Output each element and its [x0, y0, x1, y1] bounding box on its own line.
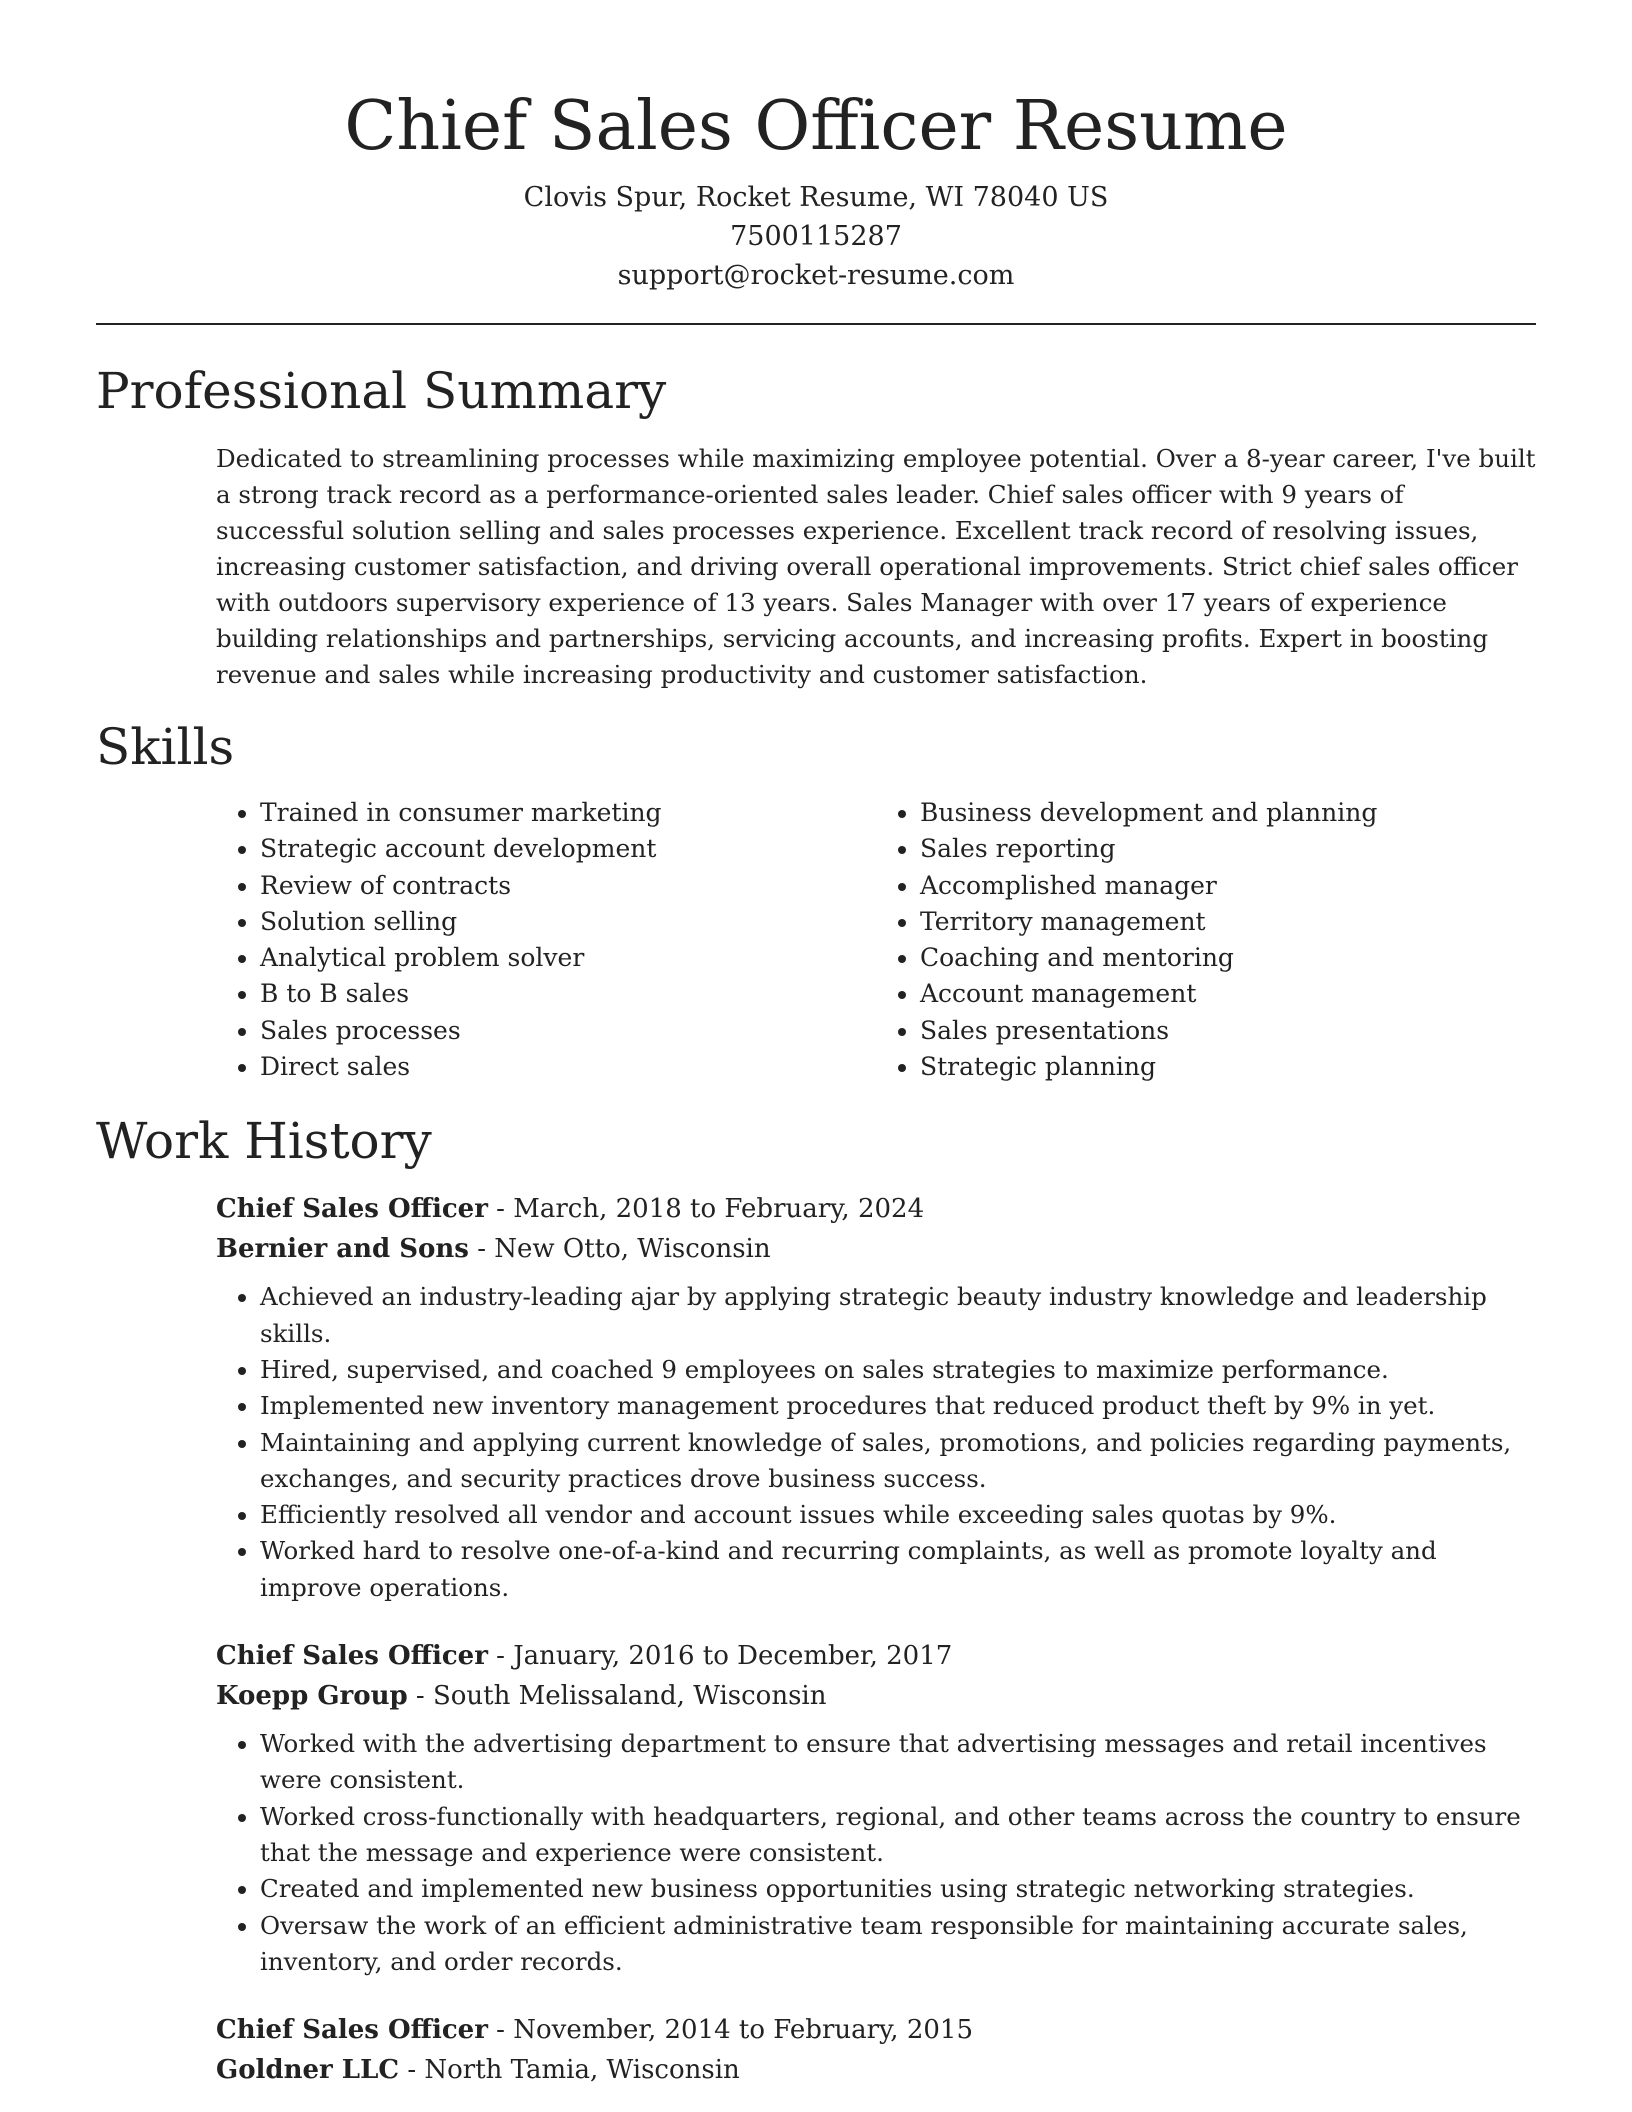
skill-item: • Accomplished manager	[920, 868, 1536, 904]
job-company-line	[216, 1676, 1536, 1716]
summary-text: Dedicated to streamlining processes while maximizing employee potential. Over a 8-year career, I've built a strong track record as a performance-oriented sales leader. Chief sales officer with 9 years of successful solution selling and sales processes experience. Excellent track record of resolving issues, increasing customer satisfaction, and driving overall operational improvements. Strict chief sales officer with outdoors supervisory experience of 13 years. Sales Manager with over 17 years of experience building relationships and partnerships, servicing accounts, and increasing profits. Expert in boosting revenue and sales while increasing productivity and customer satisfaction.	[216, 444, 1536, 689]
resume-page	[96, 0, 1536, 2090]
job-title: Chief Sales Officer	[216, 1194, 488, 1225]
job-bullet: • Worked with the advertising department to ensure that advertising messages and retail incentives were consistent.	[260, 1726, 1536, 1799]
job-entry	[216, 1189, 1536, 1606]
contact-info	[96, 178, 1536, 295]
job-bullet: • Worked cross-functionally with headquarters, regional, and other teams across the country to ensure that the message and experience were consistent.	[260, 1799, 1536, 1872]
job-responsibilities	[216, 1279, 1536, 1606]
contact-address: Clovis Spur, Rocket Resume, WI 78040 US	[523, 182, 1109, 213]
job-bullet: • Hired, supervised, and coached 9 employees on sales strategies to maximize performance.	[260, 1352, 1536, 1388]
job-entry	[216, 2010, 1536, 2090]
skill-item: • B to B sales	[260, 976, 876, 1012]
job-title: Chief Sales Officer	[216, 1641, 488, 1672]
skill-item: • Territory management	[920, 904, 1536, 940]
skill-item: • Coaching and mentoring	[920, 940, 1536, 976]
skill-item: • Solution selling	[260, 904, 876, 940]
job-dates: - January, 2016 to December, 2017	[487, 1641, 953, 1672]
job-bullet: • Created and implemented new business opportunities using strategic networking strategies.	[260, 1871, 1536, 1907]
job-dates: - November, 2014 to February, 2015	[487, 2015, 973, 2046]
job-responsibilities	[216, 1726, 1536, 1980]
job-company: Koepp Group	[216, 1681, 408, 1712]
skill-item: • Sales reporting	[920, 831, 1536, 867]
job-company: Bernier and Sons	[216, 1234, 469, 1265]
skill-item: • Strategic planning	[920, 1049, 1536, 1085]
contact-phone: 7500115287	[730, 221, 902, 252]
skills-list	[216, 795, 1536, 1085]
job-title-line	[216, 1189, 1536, 1229]
job-location: - South Melissaland, Wisconsin	[407, 1681, 827, 1712]
skill-item: • Strategic account development	[260, 831, 876, 867]
header-divider	[96, 323, 1536, 325]
job-bullet: • Achieved an industry-leading ajar by applying strategic beauty industry knowledge and leadership skills.	[260, 1279, 1536, 1352]
job-location: - North Tamia, Wisconsin	[399, 2055, 740, 2086]
job-company-line	[216, 1229, 1536, 1269]
skills-heading: Skills	[96, 718, 235, 776]
job-bullet: • Oversaw the work of an efficient administrative team responsible for maintaining accurate sales, inventory, and order records.	[260, 1908, 1536, 1981]
job-company-line	[216, 2050, 1536, 2090]
skill-item: • Direct sales	[260, 1049, 876, 1085]
job-company: Goldner LLC	[216, 2055, 400, 2086]
skills-column-right	[876, 795, 1536, 1085]
skill-item: • Business development and planning	[920, 795, 1536, 831]
skill-item: • Account management	[920, 976, 1536, 1012]
job-bullet: • Maintaining and applying current knowledge of sales, promotions, and policies regarding payments, exchanges, and security practices drove business success.	[260, 1425, 1536, 1498]
resume-title: Chief Sales Officer Resume	[344, 87, 1288, 166]
job-title-line	[216, 2010, 1536, 2050]
job-title: Chief Sales Officer	[216, 2015, 488, 2046]
job-bullet: • Efficiently resolved all vendor and account issues while exceeding sales quotas by 9%.	[260, 1497, 1536, 1533]
job-bullet: • Implemented new inventory management procedures that reduced product theft by 9% in yet.	[260, 1388, 1536, 1424]
job-bullet: • Worked hard to resolve one-of-a-kind and recurring complaints, as well as promote loyalty and improve operations.	[260, 1533, 1536, 1606]
summary-heading: Professional Summary	[96, 362, 667, 420]
job-location: - New Otto, Wisconsin	[468, 1234, 771, 1265]
skill-item: • Sales presentations	[920, 1013, 1536, 1049]
job-title-line	[216, 1636, 1536, 1676]
work-history-heading: Work History	[96, 1112, 432, 1171]
skills-column-left	[216, 795, 876, 1085]
skill-item: • Trained in consumer marketing	[260, 795, 876, 831]
job-entry	[216, 1636, 1536, 1980]
skill-item: • Review of contracts	[260, 868, 876, 904]
skill-item: • Analytical problem solver	[260, 940, 876, 976]
skill-item: • Sales processes	[260, 1013, 876, 1049]
job-dates: - March, 2018 to February, 2024	[487, 1194, 925, 1225]
contact-email: support@rocket-resume.com	[617, 260, 1015, 291]
